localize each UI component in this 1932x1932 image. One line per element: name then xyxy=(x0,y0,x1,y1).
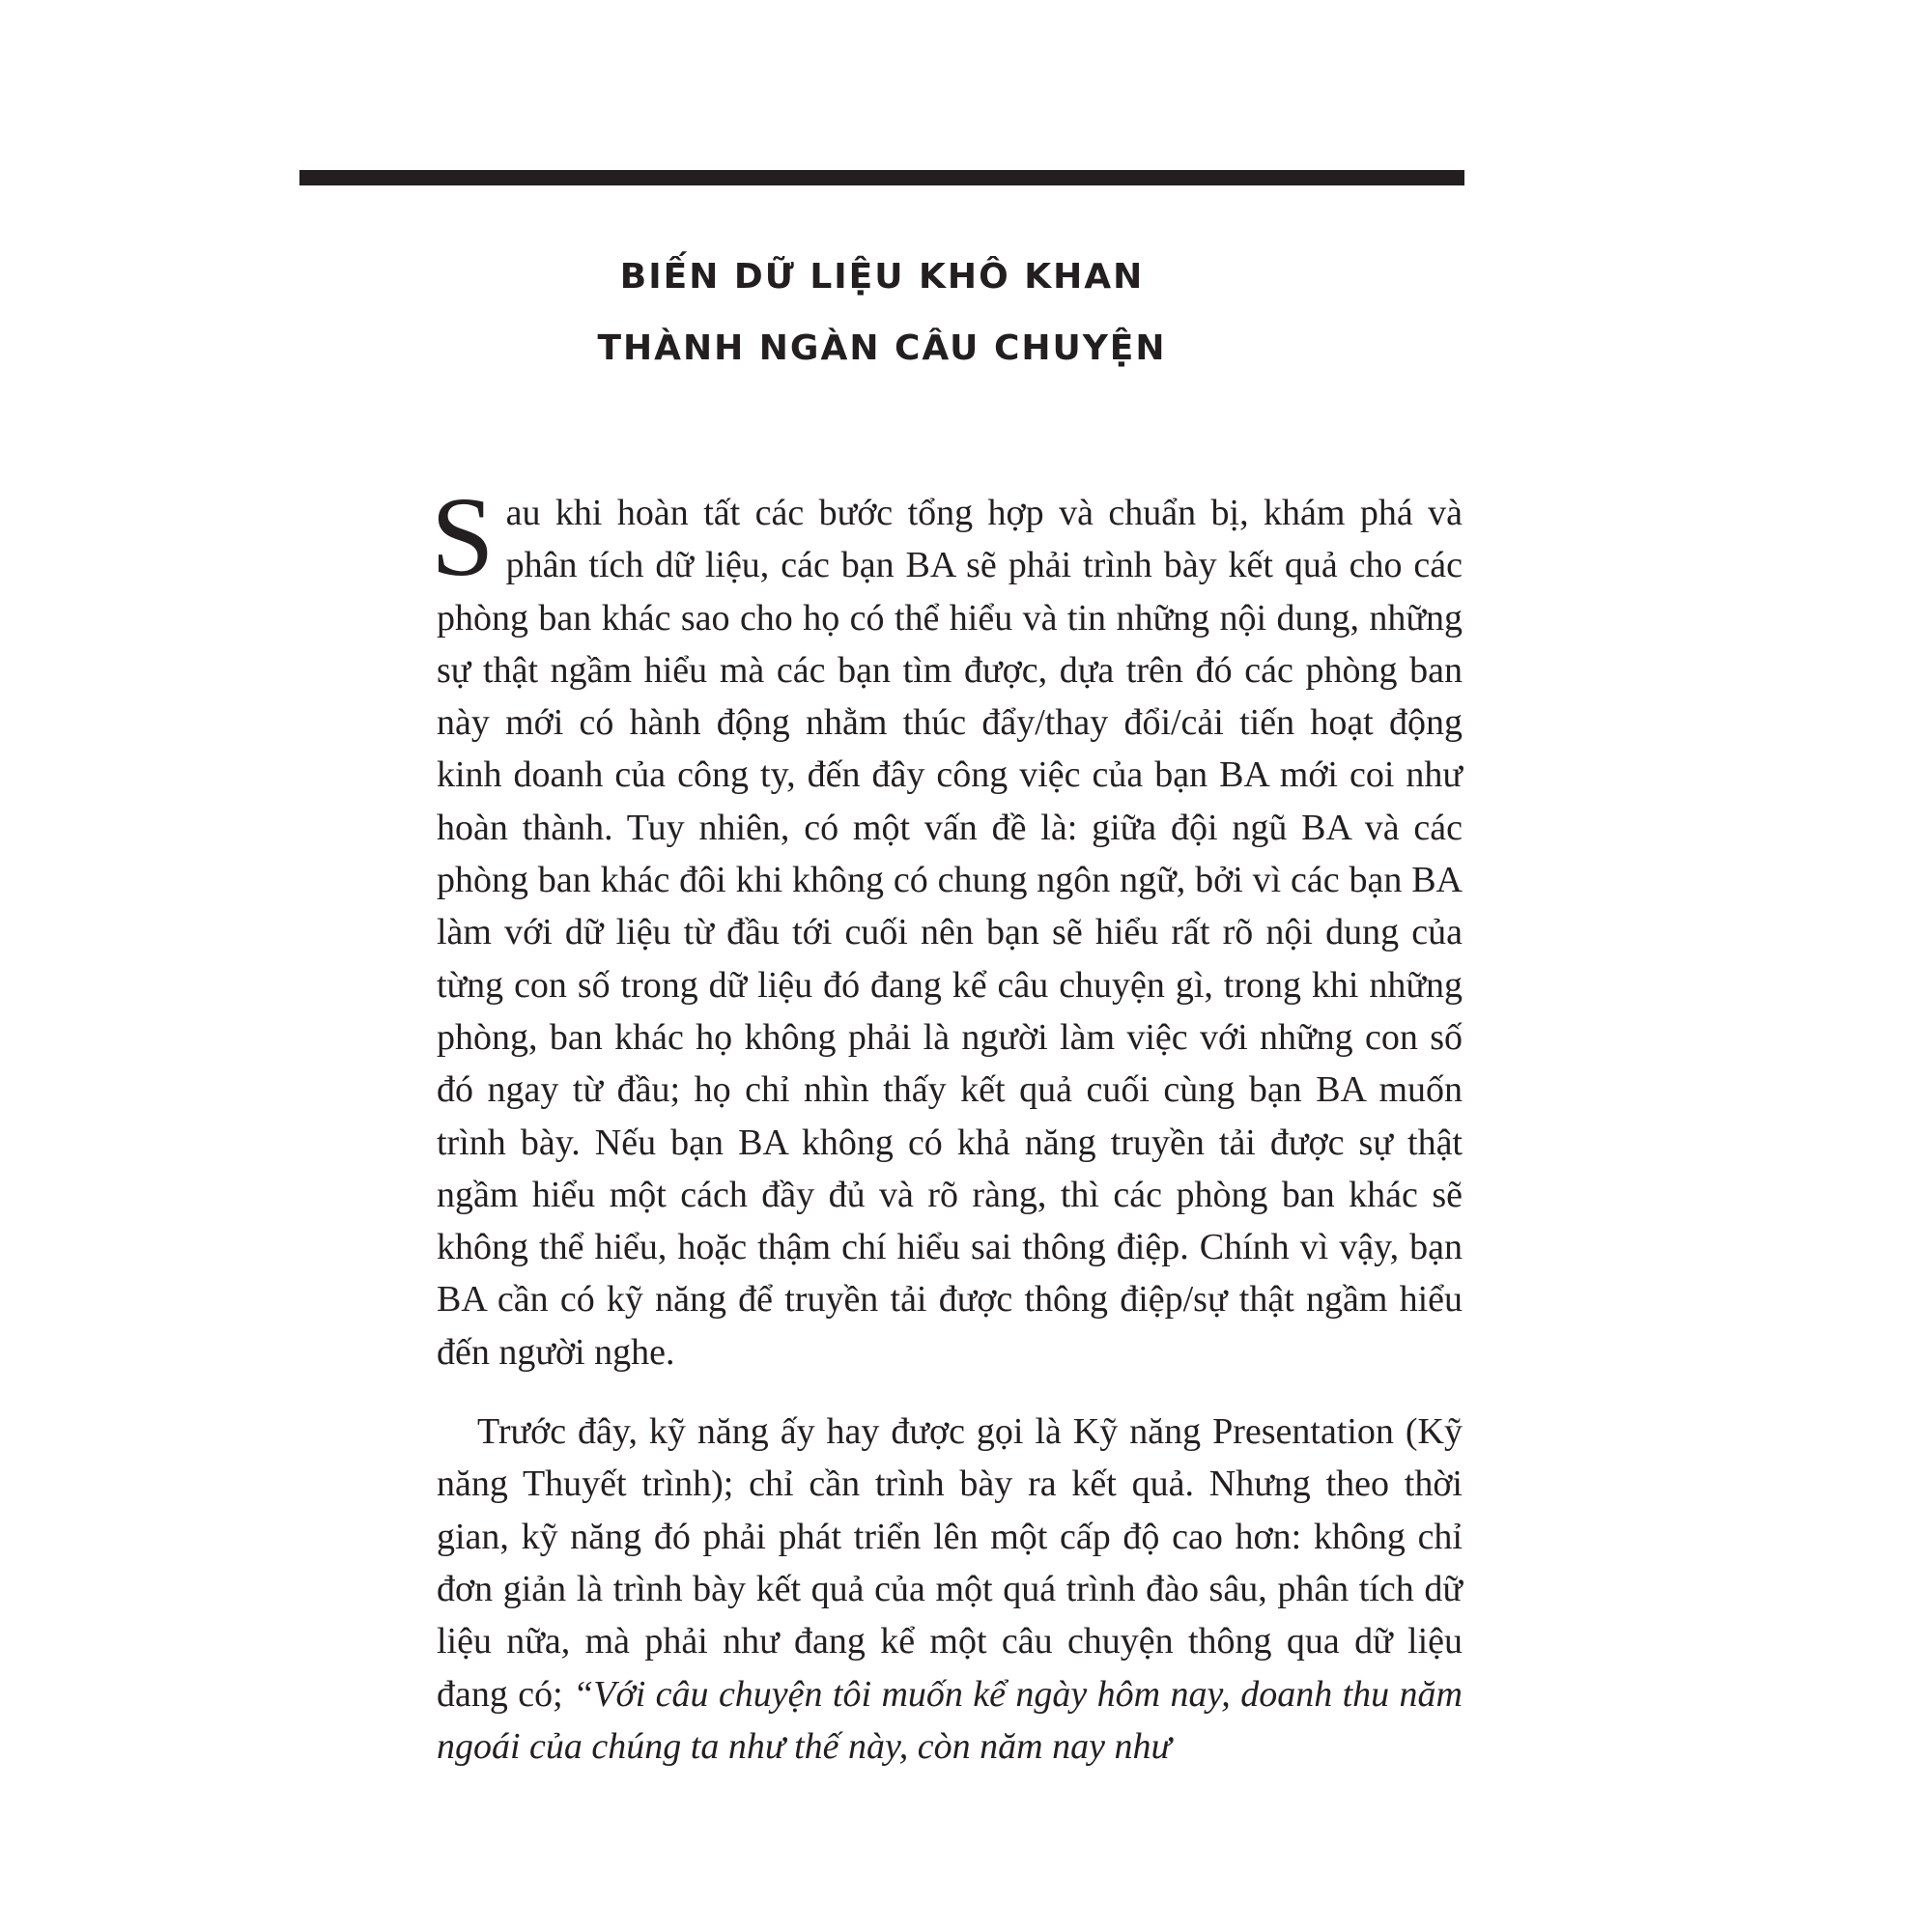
chapter-header-rule xyxy=(299,170,1464,185)
body-text xyxy=(431,473,1463,1773)
chapter-title xyxy=(299,242,1464,384)
drop-cap: S xyxy=(431,473,495,600)
paragraph-1-text: au khi hoàn tất các bước tổng hợp và chuẩn bị, khám phá và phân tích dữ liệu, các bạn BA sẽ phải trình bày kết quả cho các phòng ban khác sao cho họ có thể hiểu và tin những nội dung, những sự thật ngầm hiểu mà các bạn tìm được, dựa trên đó các phòng ban này mới có hành động nhằm thúc đẩy/thay đổi/cải tiến hoạt động kinh doanh của công ty, đến đây công việc của bạn BA mới coi như hoàn thành. Tuy nhiên, có một vấn đề là: giữa đội ngũ BA và các phòng ban khác đôi khi không có chung ngôn ngữ, bởi vì các bạn BA làm với dữ liệu từ đầu tới cuối nên bạn sẽ hiểu rất rõ nội dung của từng con số trong dữ liệu đó đang kể câu chuyện gì, trong khi những phòng, ban khác họ không phải là người làm việc với những con số đó ngay từ đầu; họ chỉ nhìn thấy kết quả cuối cùng bạn BA muốn trình bày. Nếu bạn BA không có khả năng truyền tải được sự thật ngầm hiểu một cách đầy đủ và rõ ràng, thì các phòng ban khác sẽ không thể hiểu, hoặc thậm chí hiểu sai thông điệp. Chính vì vậy, bạn BA cần có kỹ năng để truyền tải được thông điệp/sự thật ngầm hiểu đến người nghe. xyxy=(437,493,1463,1373)
chapter-title-line-1: BIẾN DỮ LIỆU KHÔ KHAN xyxy=(619,257,1145,297)
paragraph-2-text: Trước đây, kỹ năng ấy hay được gọi là Kỹ năng Presentation (Kỹ năng Thuyết trình); chỉ cần trình bày ra kết quả. Nhưng theo thời gian, kỹ năng đó phải phát triển lên một cấp độ cao hơn: không chỉ đơn giản là trình bày kết quả của một quá trình đào sâu, phân tích dữ liệu nữa, mà phải như đang kể một câu chuyện thông qua dữ liệu đang có; xyxy=(437,1411,1463,1715)
paragraph-2 xyxy=(437,1406,1463,1773)
chapter-title-line-2: THÀNH NGÀN CÂU CHUYỆN xyxy=(597,328,1167,368)
paragraph-1 xyxy=(431,473,1463,1378)
paragraph-2-italic-quote: “Với câu chuyện tôi muốn kể ngày hôm nay, doanh thu năm ngoái của chúng ta như thế này, còn năm nay như xyxy=(437,1673,1463,1767)
